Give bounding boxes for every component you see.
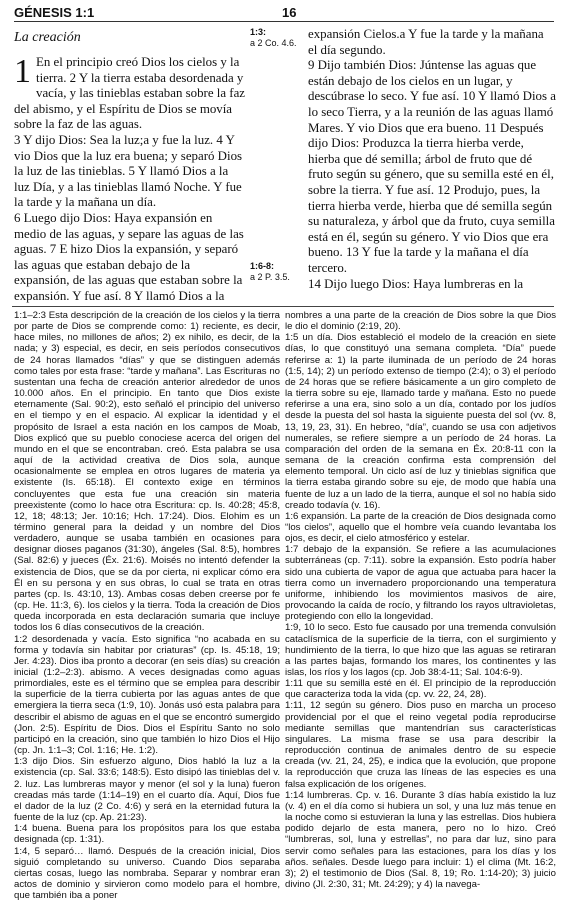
study-note: 1:6 expansión. La parte de la creación de Dios designada como “los cielos”, aquello que el hombre veía cuando levantaba los ojos, es decir, el cielo atmosférico y estelar.: [285, 511, 556, 544]
study-note: 1:11, 12 según su género. Dios puso en marcha un proceso providencial por el que el reino vegetal podía reproducirse mediante semillas que mantendrían sus características singulares. La misma frase se usa para describir la reproducción continua de animales dentro de su especie creada (vv. 21, 24, 25), e indica que la evolución, que propone la reproducción que cruza las líneas de las especies es una falsa explicación de los orígenes.: [285, 700, 556, 789]
xref-ref: a 2 Co. 4.6.: [250, 38, 297, 48]
study-note: 1:4 buena. Buena para los propósitos para los que estaba designada (cp. 1:31).: [14, 823, 280, 845]
xref-ref: a 2 P. 3.5.: [250, 272, 290, 282]
header-rule: [14, 21, 554, 22]
xref-verse: 1:6-8:: [250, 261, 290, 272]
study-note: 1:11 que su semilla esté en él. El principio de la reproducción que caracteriza toda la vida (cp. vv. 22, 24, 28).: [285, 678, 556, 700]
study-note: 1:9, 10 lo seco. Esto fue causado por una tremenda convulsión cataclísmica de la superficie de la tierra, con el surgimiento y hundimiento de la tierra, lo que hizo que las aguas se retiraran a las partes bajas, formando los mares, los continentes y las islas, los ríos y los lagos (cp. Job 38:4-11; Sal. 104:6-9).: [285, 622, 556, 678]
cross-reference: [250, 27, 297, 49]
study-note: 1:14 lumbreras. Cp. v. 16. Durante 3 días había existido la luz (v. 4) en el día como si hubiera un sol, y una luz más tenue en la noche como si estuvieran la luna y las estrellas. Dios hubiera podido dejarlo de esta manera, pero no lo hizo. Creó “lumbreras, sol, luna y estrellas”, no para dar luz, sino para servir como señales para las estaciones, para los días y los años. señales. Desde luego para incluir: 1) el clima (Mt. 16:2, 3); 2) el testimonio de Dios (Sal. 8, 19; Ro. 1:14-20); 3) juicio divino (Jl. 2:30, 31; Mt. 24:29); y 4) la navega-: [285, 790, 556, 890]
study-note: 1:4, 5 separó… llamó. Después de la creación inicial, Dios siguió completando su universo. Cuando Dios separaba ciertas cosas, luego las nombraba. Separar y nombrar eran actos de dominio y sirvieron como modelo para el hombre, que también iba a poner: [14, 846, 280, 901]
study-note: nombres a una parte de la creación de Dios sobre la que Dios le dio el dominio (2:19, 20).: [285, 310, 556, 332]
cross-reference: [250, 261, 290, 283]
running-head: GÉNESIS 1:1: [14, 5, 94, 20]
scripture-column-right: [308, 27, 556, 292]
chapter-dropcap: 1: [14, 57, 31, 87]
scripture-text: En el principio creó Dios los cielos y la tierra. 2 Y la tierra estaba desordenada y vacía, y las tinieblas estaban sobre la faz del abismo, y el Espíritu de Dios se movía sobre la faz de las aguas.: [14, 55, 245, 131]
notes-divider: [12, 306, 554, 307]
section-title: La creación: [14, 30, 81, 46]
page-header: [14, 3, 554, 23]
scripture-column-left: [14, 55, 246, 305]
scripture-paragraph: 6 Luego dijo Dios: Haya expansión en medio de las aguas, y separe las aguas de las aguas. 7 E hizo Dios la expansión, y separó las aguas que estaban debajo de la expansión, de las aguas que estaban sobre la expansión. Y fue así. 8 Y llamó Dios a la: [14, 211, 246, 305]
study-note: 1:7 debajo de la expansión. Se refiere a las acumulaciones subterráneas (cp. 7:11). sobre la expansión. Esto podría haber sido una cubierta de vapor de agua que actuaba para hacer la tierra como un invernadero proporcionando una temperatura uniforme, inhibiendo los movimientos masivos de aire, provocando la caída de rocío, y filtrando los rayos ultravioletas, protegiendo con ello la longevidad.: [285, 544, 556, 622]
scripture-paragraph: expansión Cielos.a Y fue la tarde y la mañana el día segundo.: [308, 27, 556, 58]
study-note: 1:5 un día. Dios estableció el modelo de la creación en siete días, lo que constituyó una semana completa. “Día” puede referirse a: 1) la parte iluminada de un período de 24 horas (1:5, 14); 2) un período extenso de tiempo (2:4); o 3) el período de 24 horas que se refiere básicamente a un giro completo de la tierra sobre su eje, llamado tarde y mañana. Esto no puede referirse a una era, sino solo a un día, contado por los judíos desde la puesta del sol hasta la siguiente puesta del sol (vv. 8, 13, 19, 23, 31). En hebreo, “día”, cuando se usa con adjetivos numerales, se refiere siempre a un período de 24 horas. La comparación del orden de la semana en Éx. 20:8-11 con la semana de la creación confirma esta comprensión del elemento temporal. Un ciclo así de luz y tinieblas significa que la tierra estaba girando sobre su eje, de modo que había una fuente de luz a un lado de la tierra, aunque el sol no había sido creado todavía (v. 16).: [285, 332, 556, 511]
scripture-paragraph: 9 Dijo también Dios: Júntense las aguas que están debajo de los cielos en un lugar, y descúbrase lo seco. Y fue así. 10 Y llamó Dios a lo seco Tierra, y a la reunión de las aguas llamó Mares. Y vio Dios que era bueno. 11 Después dijo Dios: Produzca la tierra hierba verde, hierba que dé semilla; árbol de fruto que dé fruto según su género, que su semilla esté en él, sobre la tierra. Y fue así. 12 Produjo, pues, la tierra hierba verde, hierba que dé semilla según su naturaleza, y árbol que da fruto, cuya semilla está en él, según su género. Y vio Dios que era bueno. 13 Y fue la tarde y la mañana el día tercero.: [308, 58, 556, 276]
scripture-paragraph: 14 Dijo luego Dios: Haya lumbreras en la: [308, 277, 556, 293]
study-notes-right: [285, 310, 556, 890]
scripture-paragraph: [14, 55, 246, 133]
xref-verse: 1:3:: [250, 27, 297, 38]
study-note: 1:3 dijo Dios. Sin esfuerzo alguno, Dios habló la luz a la existencia (cp. Sal. 33:6; 148:5). Esto disipó las tinieblas del v. 2. luz. Las lumbreras mayor y menor (el sol y la luna) fueron creadas más tarde (1:14–19) en el cuarto día. Aquí, Dios fue el dador de la luz (2 Co. 4:6) y será en la eternidad futura la fuente de la luz (cp. Ap. 21:23).: [14, 756, 280, 823]
scripture-paragraph: 3 Y dijo Dios: Sea la luz;a y fue la luz. 4 Y vio Dios que la luz era buena; y separó Dios la luz de las tinieblas. 5 Y llamó Dios a la luz Día, y a las tinieblas llamó Noche. Y fue la tarde y la mañana un día.: [14, 133, 246, 211]
page-number: 16: [282, 5, 296, 20]
study-note: 1:1–2:3 Esta descripción de la creación de los cielos y la tierra por parte de Dios se comprende como: 1) reciente, es decir, hace miles, no millones de años; 2) ex nihilo, es decir, de la nada; y 3) especial, es decir, en seis períodos consecutivos de 24 horas llamados “días” y que se distinguen además como tales por esta frase: “tarde y mañana”. Las Escrituras no sustentan una fecha de creación anterior alrededor de unos 10.000 años. En el principio. En tanto que Dios existe eternamente (Sal. 90:2), esto señaló el principio del universo en el tiempo y en el espacio. Al explicar la identidad y el propósito de Israel a esta nación en los campos de Moab, Dios explicó que su pueblo conociese acerca del origen del mundo en el que se encontraban. creó. Esta palabra se usa aquí de la actividad creativa de Dios sola, aunque ocasionalmente se emplea en otros lugares de materia ya existente (Is. 65:18). El contexto exige en términos concluyentes que esta fue una creación sin materia preexistente (como lo hace otra Escritura: cp. Is. 40:28; 45:8, 12, 18; 48:13; Jer. 10:16; Hch. 17:24). Dios. Elohim es un término general para la deidad y un nombre del Dios verdadero, aunque se usaba también en ocasiones para designar dioses paganos (31:30), ángeles (Sal. 8:5), hombres (Sal. 82:6) y jueces (Éx. 21:6). Moisés no intentó defender la existencia de Dios, que se da por cierta, ni explicar cómo era Él en su persona y en sus obras, lo cual se trata en otras partes (cp. Is. 43:10, 13). Ambas cosas deben creerse por fe (cp. He. 11:3, 6). los cielos y la tierra. Toda la creación de Dios queda incorporada en esta declaración sumaria que incluye todos los 6 días consecutivos de la creación.: [14, 310, 280, 634]
study-note: 1:2 desordenada y vacía. Esto significa “no acabada en su forma y todavía sin habitar por criaturas” (cp. Is. 45:18, 19; Jer. 4:23). Dios iba pronto a decorar (en seis días) su creación inicial (1:2–2:3). abismo. A veces designadas como aguas primordiales, este es el término que se emplea para describir la superficie de la tierra cubierta por las aguas antes de que emergiera la tierra seca (1:9, 10). Jonás usó esta palabra para describir el abismo de aguas en el que se encontró sumergido (Jon. 2:5). Espíritu de Dios. Dios el Espíritu Santo no solo participó en la creación, sino que también lo hizo Dios el Hijo (cp. Jn. 1:1–3; Col. 1:16; He. 1:2).: [14, 634, 280, 757]
study-notes-left: [14, 310, 280, 901]
